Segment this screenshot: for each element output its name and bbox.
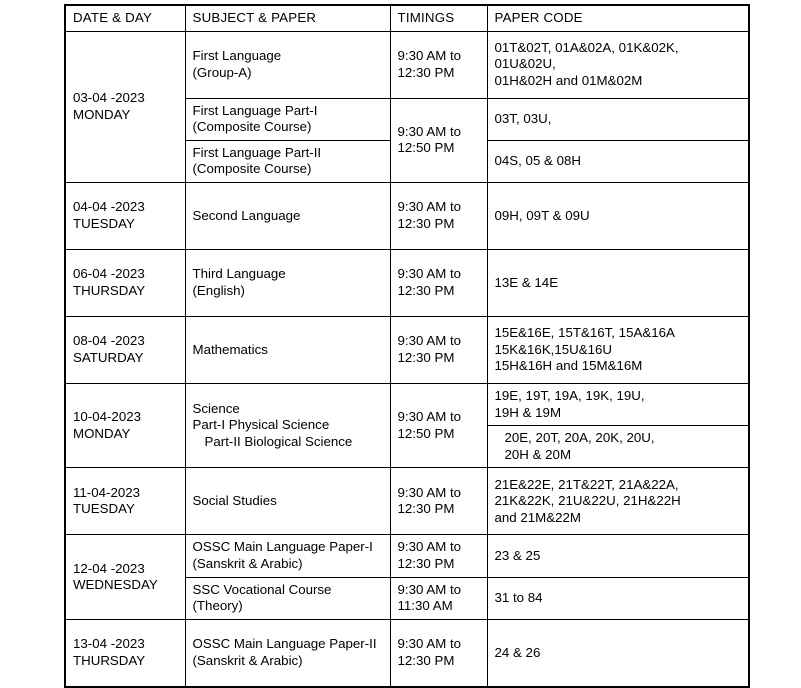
timing-line: 9:30 AM to: [397, 636, 462, 652]
timing-line: 12:30 PM: [397, 556, 455, 572]
code-line: 23 & 25: [494, 547, 541, 563]
timing-line: 12:30 PM: [397, 64, 455, 80]
date-day-cell: [65, 468, 185, 535]
paper-code-cell: [487, 250, 749, 317]
day-text: MONDAY: [73, 106, 131, 122]
code-line: 03T, 03U,: [494, 110, 552, 126]
exam-timetable: [64, 4, 750, 688]
timings-cell: [390, 31, 487, 98]
timing-line: 9:30 AM to: [397, 266, 462, 282]
paper-code-cell: [487, 384, 749, 426]
code-line: and 21M&22M: [494, 509, 581, 525]
timing-line: 9:30 AM to: [397, 581, 462, 597]
paper-code-cell: [487, 98, 749, 140]
paper-code-cell: [487, 183, 749, 250]
subject-cell: [185, 250, 390, 317]
timing-line: 12:30 PM: [397, 652, 455, 668]
timings-cell: [390, 250, 487, 317]
day-text: SATURDAY: [73, 350, 144, 366]
timing-line: 12:50 PM: [397, 425, 455, 441]
subject-cell: [185, 577, 390, 619]
subject-cell: [185, 183, 390, 250]
date-text: 06-04 -2023: [73, 266, 145, 282]
subject-line: (Composite Course): [192, 161, 312, 177]
table-row: [65, 31, 749, 98]
table-row: [65, 535, 749, 577]
timing-line: 9:30 AM to: [397, 123, 462, 139]
subject-cell: [185, 619, 390, 687]
table-body: [65, 31, 749, 687]
subject-line: OSSC Main Language Paper-II: [192, 636, 377, 652]
code-line: 09H, 09T & 09U: [494, 207, 590, 223]
paper-code-cell: [487, 426, 749, 468]
subject-line: (Composite Course): [192, 119, 312, 135]
timings-cell: [390, 468, 487, 535]
timing-line: 12:30 PM: [397, 283, 455, 299]
subject-cell: [185, 140, 390, 182]
timings-cell: [390, 535, 487, 577]
code-line: 13E & 14E: [494, 274, 559, 290]
header-row: [65, 5, 749, 31]
column-header-paper-code: PAPER CODE: [487, 5, 749, 31]
subject-line: Mathematics: [192, 341, 268, 357]
paper-code-cell: [487, 468, 749, 535]
date-day-cell: [65, 619, 185, 687]
day-text: THURSDAY: [73, 652, 146, 668]
subject-line: (Theory): [192, 598, 243, 614]
timings-cell: [390, 619, 487, 687]
timings-cell: [390, 577, 487, 619]
day-text: TUESDAY: [73, 216, 135, 232]
subject-line: Third Language: [192, 266, 286, 282]
day-text: TUESDAY: [73, 501, 135, 517]
date-text: 03-04 -2023: [73, 90, 145, 106]
timing-line: 12:50 PM: [397, 140, 455, 156]
timing-line: 9:30 AM to: [397, 539, 462, 555]
code-line: 15K&16K,15U&16U: [494, 341, 613, 357]
code-line: 21K&22K, 21U&22U, 21H&22H: [494, 493, 681, 509]
code-line: 01U&02U,: [494, 56, 556, 72]
code-line: 31 to 84: [494, 590, 543, 605]
code-line: 04S, 05 & 08H: [494, 153, 581, 169]
code-line: 19E, 19T, 19A, 19K, 19U,: [494, 388, 645, 404]
date-day-cell: [65, 31, 185, 182]
subject-line: First Language Part-II: [192, 144, 322, 160]
subject-line: (Group-A): [192, 64, 252, 80]
day-text: WEDNESDAY: [73, 577, 158, 593]
column-header-timings: TIMINGS: [390, 5, 487, 31]
column-header-subject: SUBJECT & PAPER: [185, 5, 390, 31]
timings-cell: [390, 98, 487, 182]
paper-code-cell: [487, 140, 749, 182]
subject-line: Science: [192, 400, 240, 416]
code-line: 19H & 19M: [494, 404, 562, 420]
date-text: 13-04 -2023: [73, 636, 145, 652]
code-line: 15E&16E, 15T&16T, 15A&16A: [494, 325, 675, 341]
table-row: [65, 183, 749, 250]
date-text: 11-04-2023: [73, 484, 141, 500]
paper-code-cell: [487, 317, 749, 384]
timing-line: 9:30 AM to: [397, 409, 462, 425]
code-line: 20E, 20T, 20A, 20K, 20U,: [504, 430, 655, 446]
table-row: [65, 619, 749, 687]
code-line: 01H&02H and 01M&02M: [494, 72, 643, 88]
subject-cell: [185, 468, 390, 535]
subject-line: (English): [192, 283, 245, 299]
day-text: MONDAY: [73, 425, 131, 441]
date-text: 04-04 -2023: [73, 199, 145, 215]
paper-code-cell: [487, 31, 749, 98]
timing-line: 9:30 AM to: [397, 199, 462, 215]
table-row: [65, 250, 749, 317]
date-day-cell: [65, 183, 185, 250]
timing-line: 12:30 PM: [397, 216, 455, 232]
paper-code-cell: [487, 619, 749, 687]
timing-line: 12:30 PM: [397, 350, 455, 366]
subject-line: SSC Vocational Course: [192, 581, 332, 597]
subject-line: OSSC Main Language Paper-I: [192, 539, 373, 555]
table-row: [65, 468, 749, 535]
table-row: [65, 384, 749, 426]
subject-line: Part-II Biological Science: [204, 434, 353, 450]
date-day-cell: [65, 250, 185, 317]
day-text: THURSDAY: [73, 283, 146, 299]
code-line: 21E&22E, 21T&22T, 21A&22A,: [494, 476, 679, 492]
code-line: 20H & 20M: [504, 446, 572, 462]
timing-line: 9:30 AM to: [397, 333, 462, 349]
subject-line: First Language Part-I: [192, 102, 318, 118]
timing-line: 9:30 AM to: [397, 484, 462, 500]
date-text: 08-04 -2023: [73, 333, 145, 349]
subject-cell: [185, 31, 390, 98]
timetable-document: [0, 4, 801, 666]
column-header-date: DATE & DAY: [65, 5, 185, 31]
paper-code-cell: [487, 535, 749, 577]
code-line: 15H&16H and 15M&16M: [494, 358, 643, 374]
timings-cell: [390, 317, 487, 384]
subject-line: Second Language: [192, 207, 301, 223]
date-text: 10-04-2023: [73, 409, 142, 425]
subject-line: First Language: [192, 48, 282, 63]
subject-line: (Sanskrit & Arabic): [192, 556, 303, 572]
subject-cell: [185, 384, 390, 468]
code-line: 01T&02T, 01A&02A, 01K&02K,: [494, 39, 679, 55]
paper-code-cell: [487, 577, 749, 619]
code-line: 24 & 26: [494, 644, 541, 660]
table-row: [65, 317, 749, 384]
date-day-cell: [65, 317, 185, 384]
timings-cell: [390, 384, 487, 468]
subject-line: Part-I Physical Science: [192, 417, 330, 433]
subject-line: Social Studies: [192, 493, 277, 509]
subject-cell: [185, 317, 390, 384]
timings-cell: [390, 183, 487, 250]
table-header: [65, 5, 749, 31]
date-day-cell: [65, 384, 185, 468]
timing-line: 12:30 PM: [397, 501, 455, 517]
subject-cell: [185, 98, 390, 140]
timing-line: 11:30 AM: [397, 598, 453, 614]
timing-line: 9:30 AM to: [397, 48, 462, 63]
subject-line: (Sanskrit & Arabic): [192, 652, 303, 668]
date-text: 12-04 -2023: [73, 560, 145, 576]
subject-cell: [185, 535, 390, 577]
date-day-cell: [65, 535, 185, 619]
